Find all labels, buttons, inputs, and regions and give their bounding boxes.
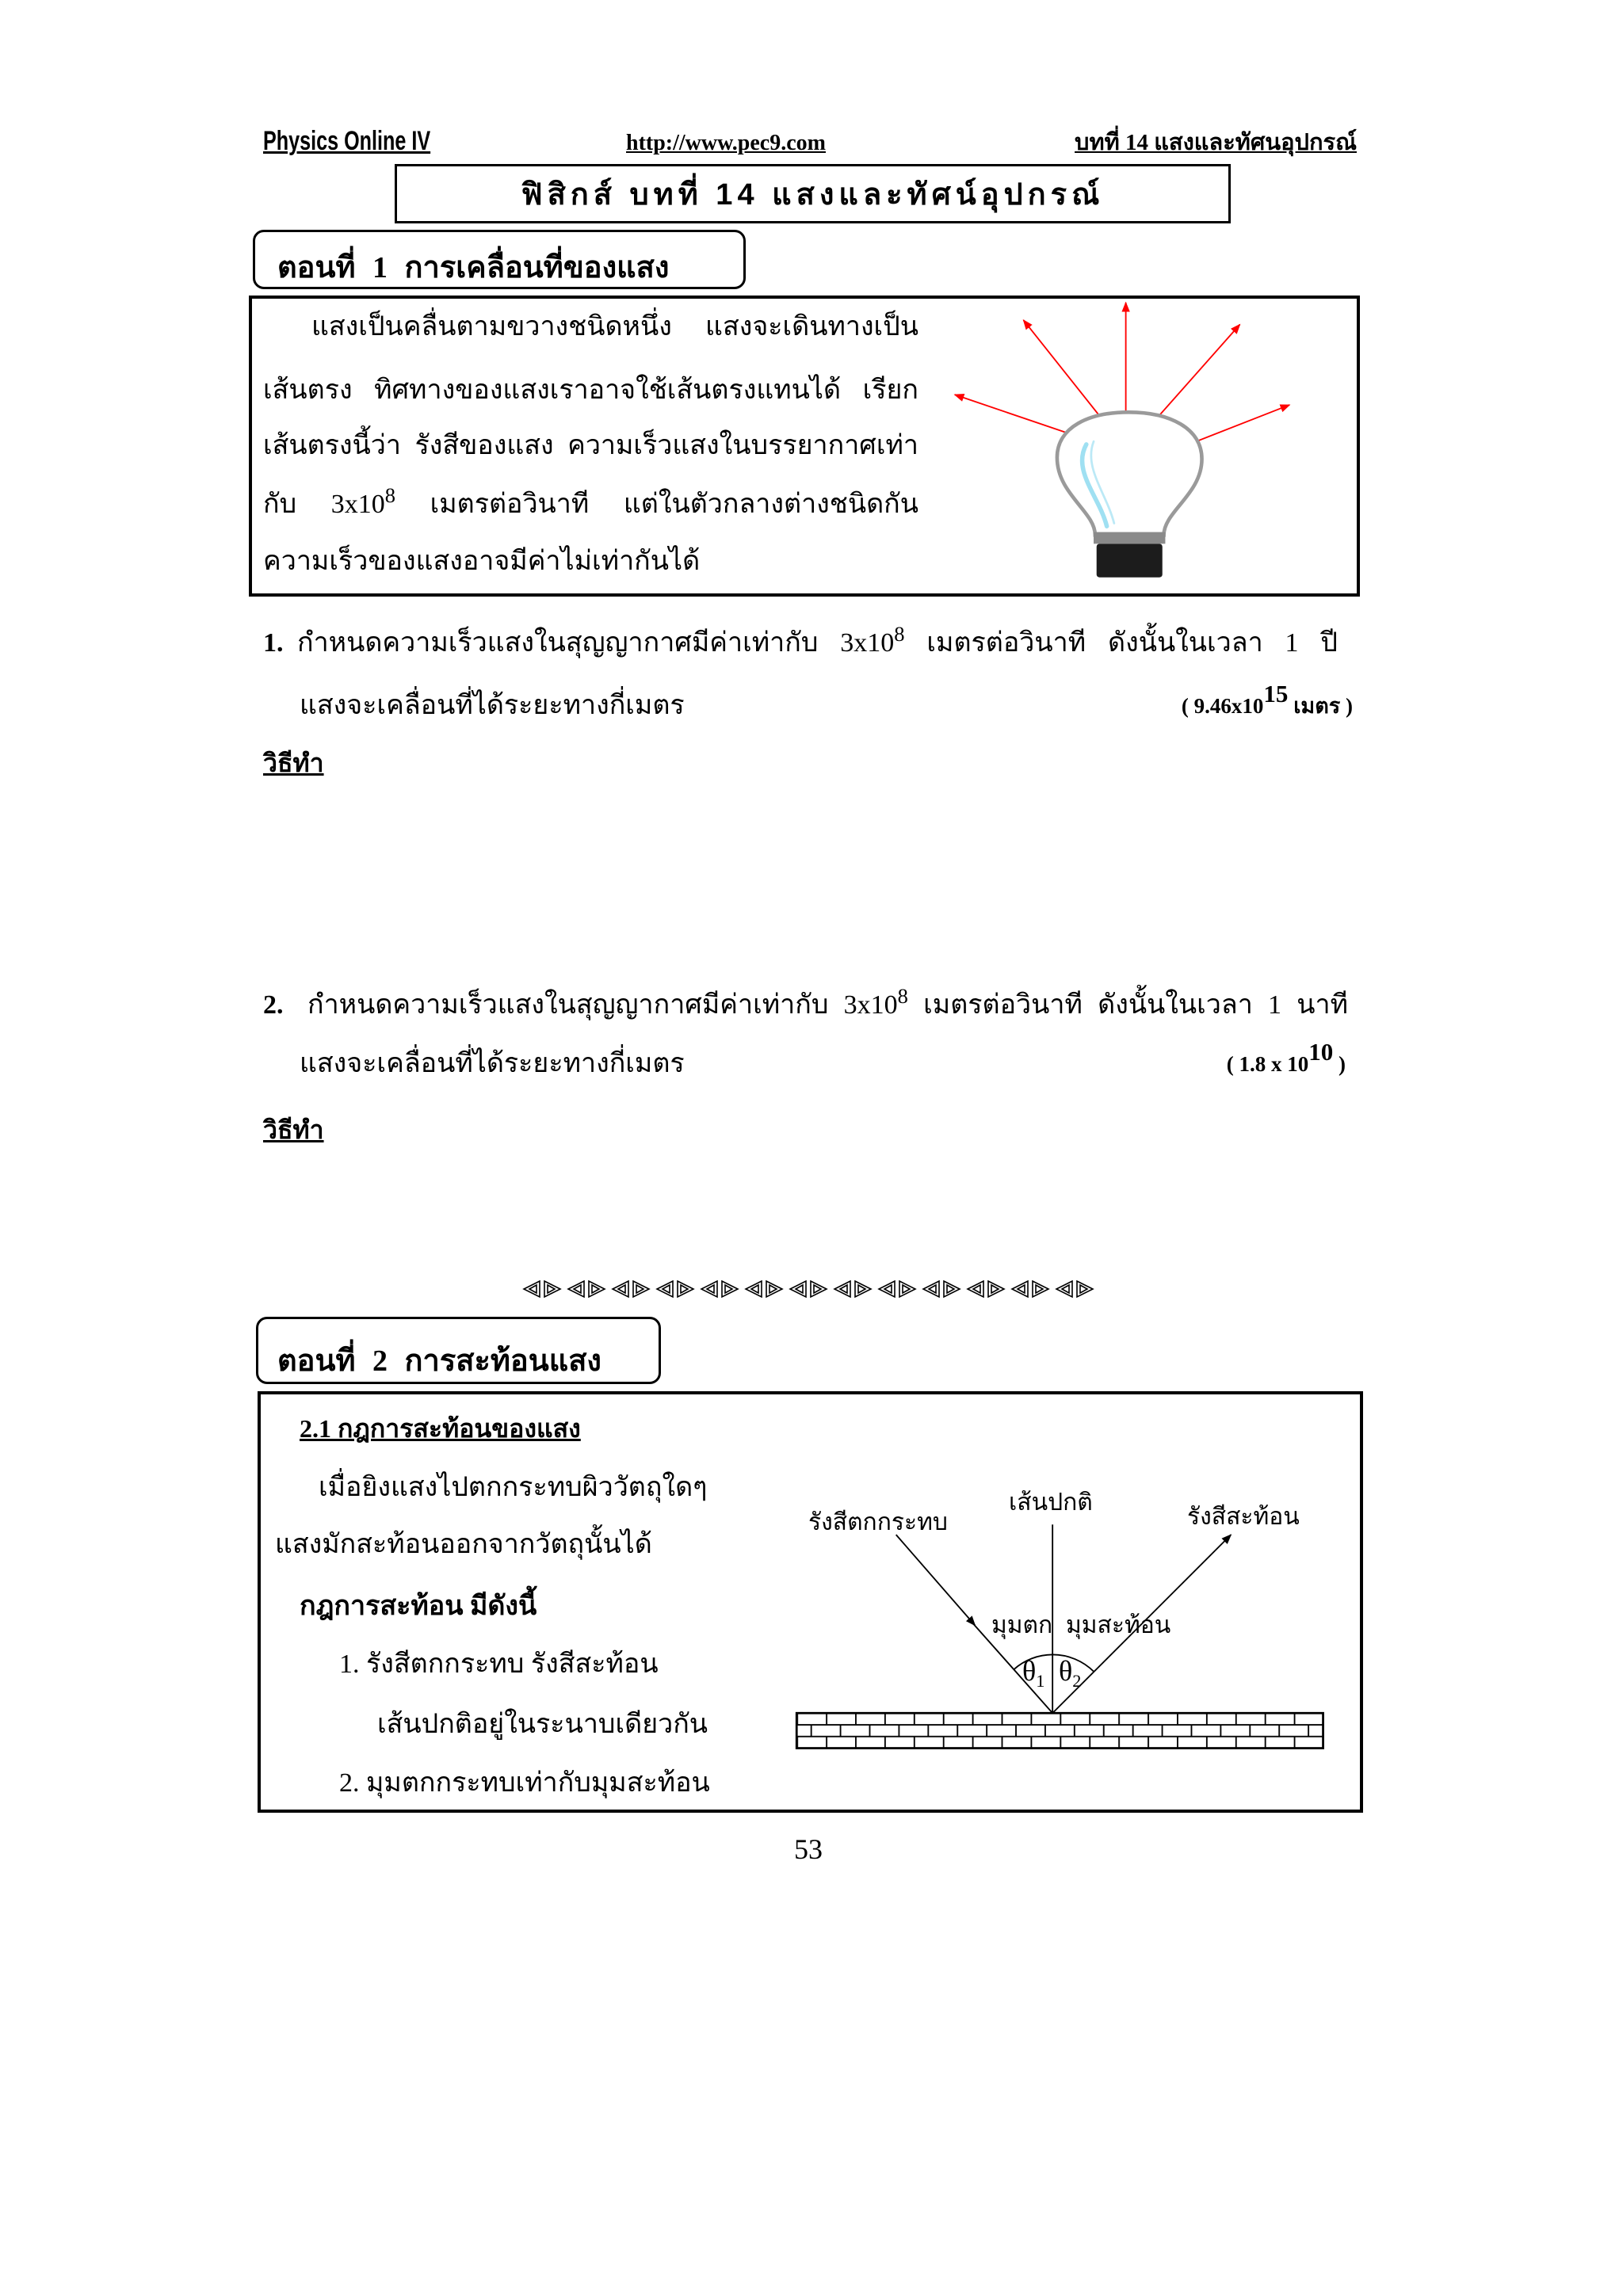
divider-triangle-left [879, 1281, 895, 1297]
answer-unit: เมตร ) [1288, 694, 1353, 718]
divider-triangle-left [1056, 1281, 1072, 1297]
divider-triangle-left [657, 1281, 673, 1297]
header-course-name: Physics Online IV [263, 126, 431, 156]
question-2-line-1 [307, 983, 1349, 1024]
question-2-answer [1226, 1038, 1346, 1082]
mirror-surface [796, 1713, 1323, 1748]
law-1-line-1: 1. รังสีตกกระทบ รังสีสะท้อน [339, 1650, 659, 1679]
divider-triangle-left [1012, 1281, 1028, 1297]
bulb-glass [1057, 412, 1202, 535]
page-number: 53 [794, 1833, 823, 1865]
answer-exponent: 15 [1263, 680, 1289, 708]
intro-line-3: เส้นตรงนี้ว่า รังสีของแสง ความเร็วแสงในบรรยากาศเท่า [263, 431, 918, 460]
question-1-text: กำหนดความเร็วแสงในสุญญากาศมีค่าเท่ากับ 3x10 [297, 628, 895, 658]
divider-triangle-right [766, 1281, 782, 1297]
divider-triangle-left [790, 1281, 806, 1297]
divider-triangle-right [544, 1281, 560, 1297]
angle-of-incidence-label: มุมตก [991, 1612, 1053, 1638]
divider-triangle-left [923, 1281, 939, 1297]
divider-triangle-left [746, 1281, 762, 1297]
theta-symbol: θ [1022, 1655, 1037, 1687]
divider-ornament [519, 1279, 1097, 1299]
question-1-answer [1181, 680, 1353, 724]
divider-triangle-right [811, 1281, 827, 1297]
question-2-text-rest: เมตรต่อวินาที ดังนั้นในเวลา 1 นาที [907, 990, 1349, 1020]
question-1-number: 1. [263, 628, 284, 658]
laws-heading: กฎการสะท้อน มีดังนี้ [300, 1592, 537, 1621]
divider-triangle-left [968, 1281, 983, 1297]
question-2-text: กำหนดความเร็วแสงในสุญญากาศมีค่าเท่ากับ 3x10 [307, 990, 898, 1020]
intro-line-2: เส้นตรง ทิศทางของแสงเราอาจใช้เส้นตรงแทนได้ เรียก [263, 376, 918, 405]
theta-symbol: θ [1059, 1655, 1073, 1687]
law-2: 2. มุมตกกระทบเท่ากับมุมสะท้อน [339, 1768, 710, 1798]
divider-triangle-left [613, 1281, 628, 1297]
incident-ray [896, 1535, 976, 1625]
reflection-intro-line-2: แสงมักสะท้อนออกจากวัตถุนั้นได้ [275, 1530, 652, 1559]
incident-ray-label: รังสีตกกระทบ [808, 1509, 948, 1535]
law-1-line-2: เส้นปกติอยู่ในระนาบเดียวกัน [377, 1710, 708, 1739]
divider-triangle-right [722, 1281, 738, 1297]
theta-subscript: 2 [1072, 1670, 1082, 1691]
answer-text: ( 9.46x10 [1181, 694, 1264, 718]
question-2-line-2: แสงจะเคลื่อนที่ได้ระยะทางกี่เมตร [300, 1049, 685, 1078]
normal-line-label: เส้นปกติ [1009, 1489, 1093, 1516]
reflection-intro-line-1: เมื่อยิงแสงไปตกกระทบผิววัตถุใดๆ [319, 1473, 708, 1502]
divider-triangle-right [899, 1281, 915, 1297]
section2-subheading: 2.1 กฎการสะท้อนของแสง [300, 1414, 581, 1443]
question-1-text-rest: เมตรต่อวินาที ดังนั้นในเวลา 1 ปี [904, 628, 1338, 658]
divider-triangle-left [524, 1281, 540, 1297]
question-1-line-1 [297, 621, 1338, 662]
intro-line-1: แสงเป็นคลื่นตามขวางชนิดหนึ่ง แสงจะเดินทางเป็น [311, 312, 918, 341]
question-1-solution-label: วิธีทำ [263, 749, 324, 777]
question-2-number: 2. [263, 990, 284, 1020]
bulb-base [1097, 543, 1163, 577]
divider-triangle-right [678, 1281, 693, 1297]
intro-line-4-text: กับ 3x10 [263, 490, 385, 519]
divider-triangle-right [589, 1281, 605, 1297]
divider-triangle-left [834, 1281, 850, 1297]
intro-line-4-text-rest: เมตรต่อวินาที แต่ในตัวกลางต่างชนิดกัน [395, 490, 918, 519]
angle-of-reflection-label: มุมสะท้อน [1066, 1612, 1171, 1638]
theta-subscript: 1 [1036, 1670, 1045, 1691]
answer-exponent: 10 [1308, 1038, 1334, 1066]
question-1-line-2: แสงจะเคลื่อนที่ได้ระยะทางกี่เมตร [300, 691, 685, 720]
divider-triangle-right [855, 1281, 871, 1297]
intro-line-4 [263, 482, 918, 523]
theta-2-label [1059, 1654, 1082, 1691]
light-bulb-illustration [943, 292, 1301, 585]
divider-triangle-right [1077, 1281, 1093, 1297]
header-url: http://www.pec9.com [626, 131, 826, 155]
reflected-ray-label: รังสีสะท้อน [1187, 1504, 1300, 1530]
title-box [395, 164, 1231, 223]
exponent: 8 [384, 482, 396, 507]
page-title: ฟิสิกส์ บทที่ 14 แสงและทัศน์อุปกรณ์ [521, 178, 1105, 212]
question-2-solution-label: วิธีทำ [263, 1116, 324, 1144]
divider-triangle-right [988, 1281, 1004, 1297]
intro-line-5: ความเร็วของแสงอาจมีค่าไม่เท่ากันได้ [263, 547, 701, 576]
divider-triangle-right [633, 1281, 649, 1297]
answer-text: ( 1.8 x 10 [1226, 1052, 1309, 1076]
section2-heading: ตอนที่ 2 การสะท้อนแสง [277, 1344, 601, 1378]
light-ray-arrow [1023, 320, 1108, 427]
header-chapter: บทที่ 14 แสงและทัศนอุปกรณ์ [1075, 130, 1357, 155]
divider-triangle-left [701, 1281, 717, 1297]
divider-triangle-left [568, 1281, 584, 1297]
divider-triangle-right [1033, 1281, 1048, 1297]
bulb-collar [1094, 532, 1165, 544]
answer-unit: ) [1333, 1052, 1346, 1076]
theta-1-label [1022, 1654, 1045, 1691]
exponent: 8 [894, 621, 905, 646]
exponent: 8 [897, 983, 908, 1008]
section1-heading: ตอนที่ 1 การเคลื่อนที่ของแสง [277, 251, 670, 284]
divider-triangle-right [944, 1281, 960, 1297]
light-ray-arrow [1149, 325, 1239, 427]
